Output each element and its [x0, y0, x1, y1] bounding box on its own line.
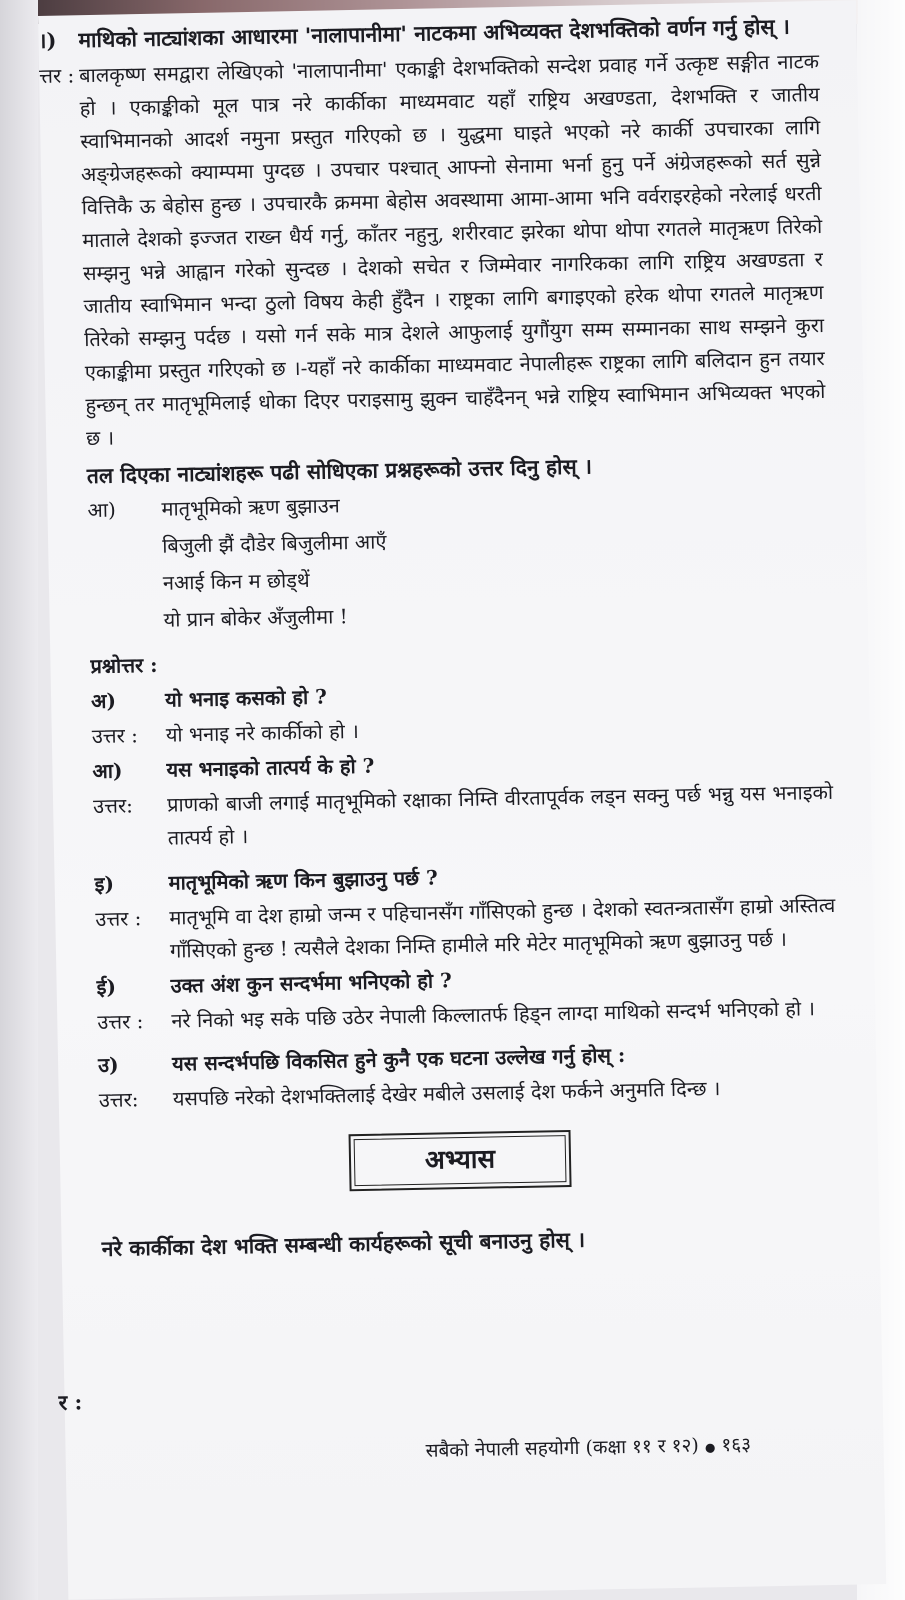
excerpt-marker: आ)	[87, 497, 116, 523]
section-title: तल दिएका नाट्यांशहरू पढी सोधिएका प्रश्नहरूको उत्तर दिनु होस् ।	[86, 453, 593, 489]
exercise-box	[348, 1130, 571, 1191]
scan-background-left	[0, 0, 38, 1600]
answer-label: त्तर :	[38, 63, 75, 88]
excerpt-line: मातृभूमिको ऋण बुझाउन	[161, 493, 340, 521]
qa-answer-2	[93, 776, 834, 856]
answer-text: यो भनाइ नरे कार्कीको हो ।	[165, 718, 360, 747]
question-text: यस भनाइको तात्पर्य के हो ?	[166, 753, 375, 782]
exercise-box-wrap	[80, 1125, 841, 1197]
question-marker: ।)	[38, 27, 57, 53]
qa-list	[91, 671, 839, 1117]
question-text: यो भनाइ कसको हो ?	[164, 684, 328, 712]
question-marker: उ)	[97, 1052, 119, 1078]
answer-label: उत्तर :	[91, 723, 139, 749]
page-number: १६३	[721, 1433, 752, 1457]
qa-answer-3	[95, 889, 836, 969]
excerpt-block	[87, 480, 830, 638]
answer-label: उत्तर :	[97, 1009, 144, 1035]
footer-separator: ●	[704, 1440, 716, 1455]
answer-text: मातृभूमि वा देश हाम्रो जन्म र पहिचानसँग गाँसिएको हुन्छ । देशको स्वतन्त्रतासँग हाम्रो अस्तित्व गाँसिएको हुन्छ ! त्यसैले देशका निम्ति हामीले मरि मेटेर मातृभूमिको ऋण बुझाउनु पर्छ ।	[169, 892, 836, 963]
answer-paragraph	[38, 45, 826, 455]
answer-label: उत्तर :	[95, 906, 142, 932]
question-text: मातृभूमिको ऋण किन बुझाउनु पर्छ ?	[168, 865, 438, 895]
exercise-task: नरे कार्कीका देश भक्ति सम्बन्धी कार्यहरूको सूची बनाउनु होस् ।	[101, 1226, 586, 1262]
exercise-title: अभ्यास	[354, 1135, 567, 1186]
answer-label: उत्तर:	[92, 793, 134, 819]
answer-marker: र :	[58, 1389, 83, 1415]
footer-book-title: सबैको नेपाली सहयोगी (कक्षा ११ र १२)	[425, 1434, 700, 1462]
answer-text: यसपछि नरेको देशभक्तिलाई देखेर मबीले उसलाई देश फर्कने अनुमति दिन्छ ।	[172, 1076, 721, 1111]
excerpt-lines	[161, 488, 388, 636]
page-footer	[425, 1431, 751, 1463]
question-text: उक्त अंश कुन सन्दर्भमा भनिएको हो ?	[170, 968, 453, 998]
answer-label: उत्तर:	[98, 1087, 139, 1113]
page-content	[38, 11, 842, 1265]
excerpt-line: बिजुली झैं दौडेर बिजुलीमा आएँ	[161, 529, 387, 558]
book-page	[38, 0, 886, 1599]
qa-heading: प्रश्नोत्तर :	[90, 652, 158, 679]
question-text: यस सन्दर्भपछि विकसित हुने कुनै एक घटना उल्लेख गर्नु होस् :	[171, 1042, 626, 1076]
answer-text: नरे निको भइ सके पछि उठेर नेपाली किल्लातर्फ हिड्न लाग्दा माथिको सन्दर्भ भनिएको हो ।	[171, 996, 816, 1033]
question-marker: अ)	[90, 688, 117, 714]
answer-text: बालकृष्ण समद्वारा लेखिएको 'नालापानीमा' एकाङ्की देशभक्तिको सन्देश प्रवाह गर्ने उत्कृष्ट सङ्गीत नाटक हो । एकाङ्कीको मूल पात्र नरे कार्कीका माध्यमवाट यहाँ राष्ट्रिय अखण्डता, देशभक्ति र जातीय स्वाभिमानको आदर्श नमुना प्रस्तुत गरिएको छ । युद्धमा घाइते भएको नरे कार्की उपचारका लागि अङ्ग्रेजहरूको क्याम्पमा पुग्दछ । उपचार पश्चात् आफ्नो सेनामा भर्ना हुनु पर्ने अंग्रेजहरूको सर्त सुन्ने वित्तिकै ऊ बेहोस हुन्छ । उपचारकै क्रममा बेहोस अवस्थामा आमा-आमा भनि वर्वराइरहेको नरेलाई धरती माताले देशको इज्जत राख्न धैर्य गर्नु, काँतर नहुनु, शरीरवाट झरेका थोपा थोपा रगतले मातृऋण तिरेको सम्झनु भन्ने आह्वान गरेको सुन्दछ । देशको सचेत र जिम्मेवार नागरिकका लागि राष्ट्रिय अखण्डता र जातीय स्वाभिमान भन्दा ठुलो विषय केही हुँदैन । राष्ट्रका लागि बगाइएको हरेक थोपा रगतले मातृऋण तिरेको सम्झनु पर्दछ । यसो गर्न सके मात्र देशले आफुलाई युगौंयुग सम्म सम्मानका साथ सम्झने कुरा एकाङ्कीमा प्रस्तुत गरिएको छ ।-यहाँ नरे कार्कीका माध्यमवाट नेपालीहरू राष्ट्रका लागि बलिदान हुन तयार हुन्छन् तर मातृभूमिलाई धोका दिएर पराइसामु झुक्न चाहँदैनन् भन्ने राष्ट्रिय स्वाभिमान अभिव्यक्त भएको छ ।	[78, 49, 826, 451]
question-marker: इ)	[94, 871, 115, 897]
question-text: माथिको नाट्यांशका आधारमा 'नालापानीमा' नाटकमा अभिव्यक्त देशभक्तिको वर्णन गर्नु होस् ।	[78, 13, 791, 53]
answer-text: प्राणको बाजी लगाई मातृभूमिको रक्षाका निम्ति वीरतापूर्वक लड्न सक्नु पर्छ भन्नु यस भनाइको तात्पर्य हो ।	[166, 779, 834, 850]
question-marker: आ)	[92, 758, 123, 784]
question-marker: ई)	[96, 974, 117, 1000]
excerpt-line: यो प्रान बोकेर अँजुलीमा !	[163, 604, 348, 632]
excerpt-line: नआई किन म छोड्थें	[162, 567, 310, 595]
